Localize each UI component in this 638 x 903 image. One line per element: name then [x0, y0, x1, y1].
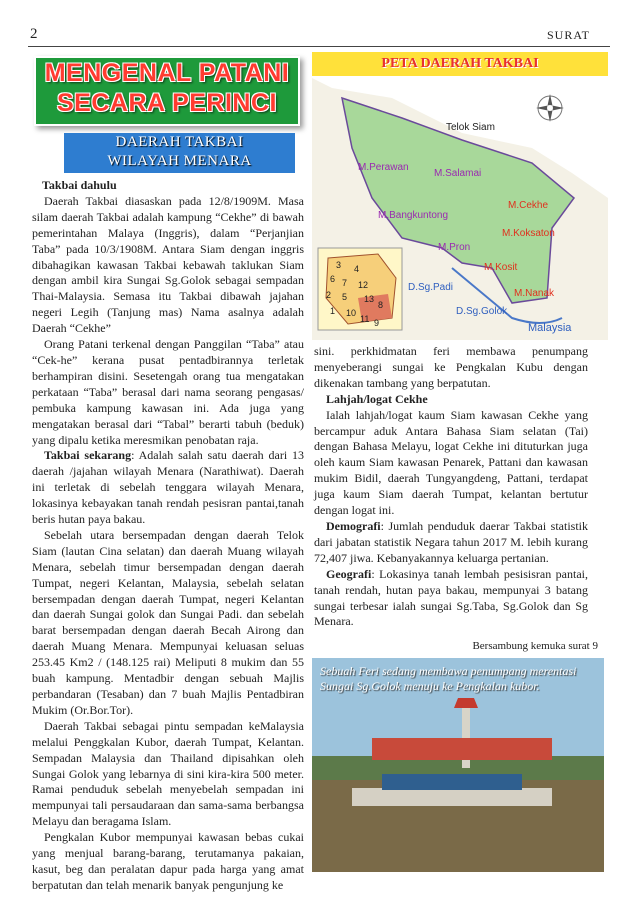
- paragraph: Sebelah utara bersempadan dengan daerah Telok Siam (lautan Cina selatan) dan daerah Muang wilayah Menara, sebelah timur bersempadan dengan daerah Tumpat, negeri Kelantan, Malaysia, sebelah selatan bersempadan dengan daerah Tumpat, negeri Kelantan dan daerah Sungai golok dan Sungai Padi. dan sebelah barat bersempadan dengan daerah Becah Airong dan daerah Muang Menara. Mempunyai keluasan seluas 253.45 Km2 / (148.125 rai) Meliputi 8 mukim dan 55 buah kampung. Mentadbir dengan sebuah Majlis perbandaran (Tesaban) dan 7 buah Majlis Pentadbiran Mukim (Or.Bor.Tor).: [32, 527, 304, 717]
- map-heading: PETA DAERAH TAKBAI: [312, 52, 608, 76]
- inset-number: 5: [342, 292, 348, 302]
- inset-number: 12: [358, 280, 369, 290]
- map-label-nanak: M.Nanak: [514, 288, 555, 299]
- paragraph: Pengkalan Kubor mempunyai kawasan bebas cukai yang menjual barang-barang, terutamanya pakaian, kasut, beg dan peralatan dapur pada harga yang amat berpatutan dan telah menarik banyak pengunjung ke: [32, 830, 304, 892]
- map-label-malaysia: Malaysia: [528, 322, 572, 334]
- inset-number: 1: [330, 306, 336, 316]
- left-column: [32, 178, 304, 894]
- paragraph: Geografi: Lokasinya tanah lembah pesisisran pantai, tanah rendah, hutan paya bakau, mempunyai 3 batang sungai terbesar ialah sungai Sg.Taba, Sg.Golok dan Sg Menara.: [314, 566, 588, 629]
- ferry-photo: [312, 658, 604, 872]
- inset-number: 4: [354, 264, 360, 274]
- inset-number: 2: [326, 290, 332, 300]
- inset-number: 6: [330, 274, 336, 284]
- header-rule: [28, 46, 610, 47]
- paragraph: sini. perkhidmatan feri membawa penumpang menyeberangi sungai ke Pengkalan Kubu dengan dikenakan tambang yang berpatutan.: [314, 344, 588, 390]
- inset-number: 7: [342, 278, 348, 288]
- page-number: 2: [30, 26, 38, 42]
- paragraph: Daerah Takbai sebagai pintu sempadan keMalaysia melalui Penggkalan Kubor, daerah Tumpat, Kelantan. Sempadan Malaysia dan Thailand dipisahkan oleh Sungai Golok yang lebarnya di sini kira-kira 500 meter. Ramai penduduk sebelah menyebelah sempadan ini mempunyai tali persaudaraan dan sama-sama berbangsa Melayu dan beragama Islam.: [32, 718, 304, 829]
- inset-number: 8: [378, 300, 384, 310]
- map-label-pron: M.Pron: [438, 242, 471, 253]
- inset-number: 13: [364, 294, 375, 304]
- paragraph: Daerah Takbai diasaskan pada 12/8/1909M. Masa silam daerah Takbai adalah kampung “Cekhe” di bawah pemerintahan Malaya (Inggris), dalam “Perjanjian Taba” pada 10/3/1908M. Antara Siam dengan inggris dibahagikan kawasan Takbai kebawah taklukan Siam dengan ambil kira Sungai Sg.Golok sebagai sempadan Thai-Malaysia. Semasa itu Takbai dibawah jajahan negeri Legih (Tanjung mas) Nama asalnya adalah Daerah “Cekhe”: [32, 193, 304, 336]
- map-label-sg-golok: D.Sg.Golok: [456, 306, 508, 317]
- map-label-sg-padi: D.Sg.Padi: [408, 282, 454, 293]
- map-label-telok-siam: Telok Siam: [446, 122, 495, 133]
- title-line-1: MENGENAL PATANI: [44, 59, 290, 87]
- district-map: [312, 78, 608, 340]
- heading-demografi: Demografi: [326, 518, 381, 533]
- paragraph: Ialah lahjah/logat kaum Siam kawasan Cekhe yang bercampur aduk Antara Bahasa Siam selatan (Tai) dengan Bahasa Melayu, logat Cekhe ini dituturkan juga oleh kaum Siam kawasan Penarek, Pattani dan kawasan mukim Bidil, daerah Tungyangdeng, Pattani, terdapat juga kaum Siam daerah Tumpat, kelantan bertutur dengan logat ini.: [314, 407, 588, 518]
- photo-caption: Sebuah Feri sedang membawa penumpang merentasi Sungai Sg.Golok menuju ke Pengkalan kubor.: [320, 664, 577, 693]
- right-column: [314, 344, 588, 630]
- title-banner: [34, 56, 300, 126]
- inset-number: 9: [374, 318, 380, 328]
- map-label-koksaton: M.Koksaton: [502, 228, 555, 239]
- map-label-bangkuntong: M.Bangkuntong: [378, 210, 449, 221]
- section-label: SURAT: [546, 28, 590, 42]
- map-label-cekhe: M.Cekhe: [508, 200, 549, 211]
- paragraph: Takbai sekarang: Adalah salah satu daerah dari 13 daerah /jajahan wilayah Menara (Narathiwat). Daerah ini terletak di sebelah tenggara wilayah Menara, lokasinya kebayakan tanah rendah pesisran pantai,tanah beris hutan paya bakau.: [32, 448, 304, 527]
- map-label-salamai: M.Salamai: [434, 168, 482, 179]
- heading-takbai-dahulu: Takbai dahulu: [42, 178, 117, 192]
- continued-note: Bersambung kemuka surat 9: [472, 640, 598, 652]
- subtitle-banner: [64, 133, 295, 173]
- heading-geografi: Geografi: [326, 566, 372, 581]
- title-line-2: SECARA PERINCI: [57, 89, 277, 117]
- map-label-kosit: M.Kosit: [484, 262, 518, 273]
- subtitle-line-1: DAERAH TAKBAI: [115, 134, 244, 150]
- inset-number: 11: [360, 314, 370, 324]
- map-graphic: [312, 78, 608, 340]
- paragraph: Orang Patani terkenal dengan Panggilan “Taba” atau “Cek-he” kerana pusat pentadbirannya terletak berhampiran disini. Sesetengah orang tua mengatakan perkataan “Taba” berasal dari nama seorang pengasas/ pembuka kampung kawasan ini. Ada juga yang mengatakan berasal dari “Tabal” berarti tabuh (beduk) yang dipalu ketika meresmikan penobatan raja.: [32, 337, 304, 447]
- inset-number: 10: [346, 308, 357, 318]
- paragraph: Demografi: Jumlah penduduk daerar Takbai statistik dari jabatan statistik Negara tahun 2017 M. lebih kurang 72,407 jiwa. Kebanyakannya keluarga pertanian.: [314, 518, 588, 565]
- heading-takbai-sekarang: Takbai sekarang: [44, 448, 132, 463]
- heading-lahjah: Lahjah/logat Cekhe: [326, 391, 428, 406]
- inset-number: 3: [336, 260, 342, 270]
- map-label-perawan: M.Perawan: [358, 162, 409, 173]
- subtitle-line-2: WILAYAH MENARA: [107, 153, 252, 169]
